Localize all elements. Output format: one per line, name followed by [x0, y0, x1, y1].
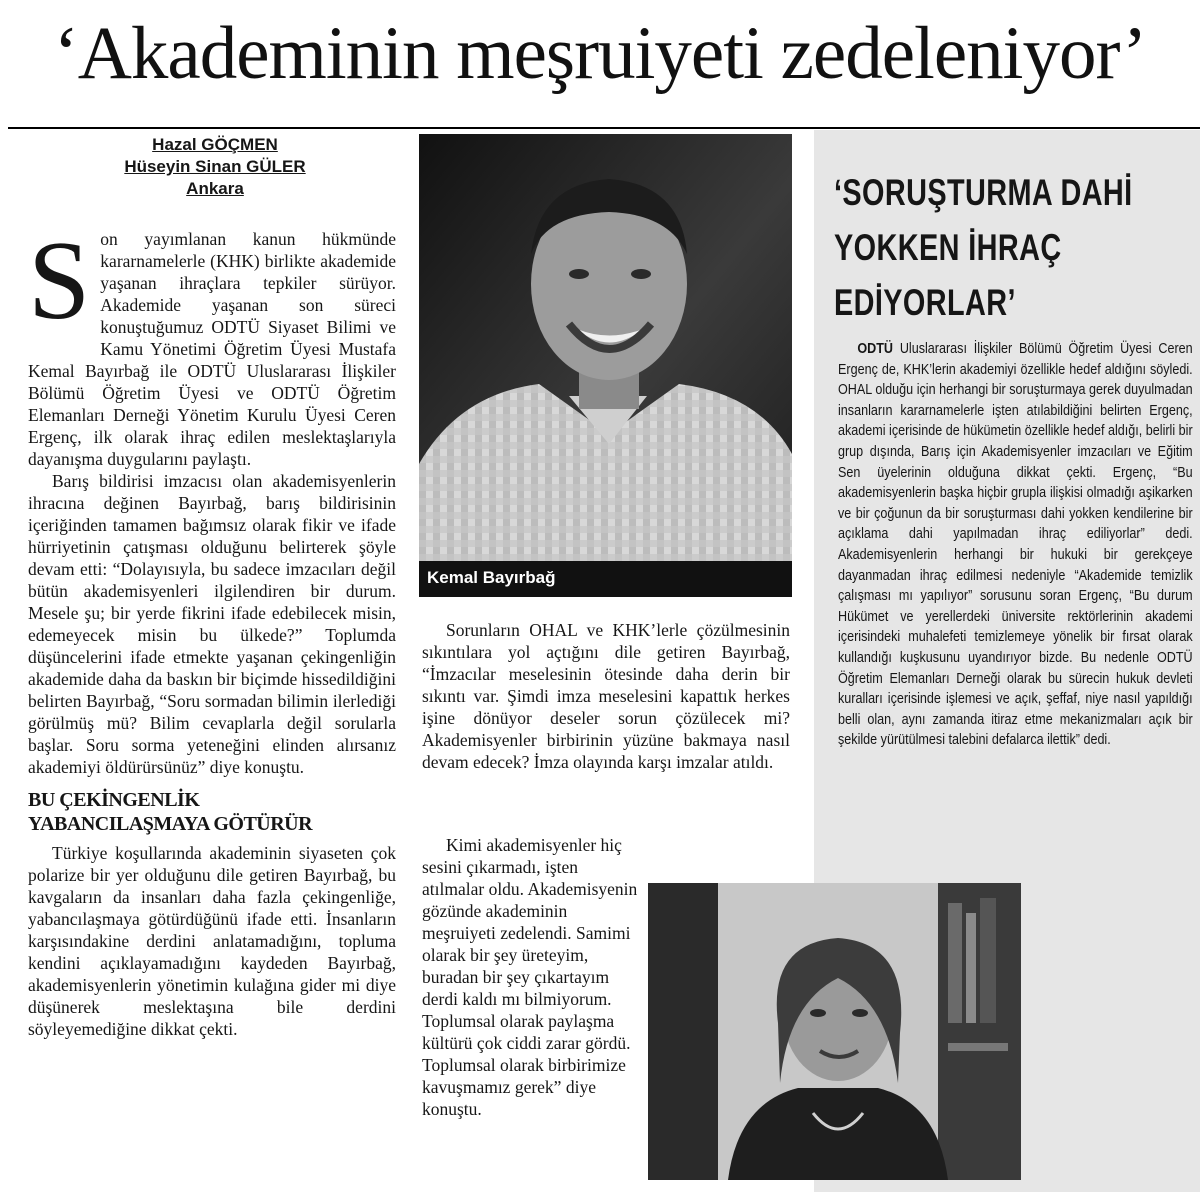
- subheading-line-1: BU ÇEKİNGENLİK: [28, 789, 200, 811]
- byline-author-1: Hazal GÖÇMEN: [152, 135, 278, 154]
- photo-caption-text: Kemal Bayırbağ: [427, 568, 556, 587]
- subheading-line-2: YABANCILAŞMAYA GÖTÜRÜR: [28, 813, 313, 835]
- sidebar-title-line-1: ‘SORUŞTURMA DAHİ: [834, 172, 1133, 213]
- byline-author-2: Hüseyin Sinan GÜLER: [124, 157, 306, 176]
- portrait-photo-ergenc: [648, 883, 1021, 1180]
- paragraph-intro: on yayımlanan kanun hükmünde kararnamelerle (KHK) birlikte akademide yaşanan ihraçlara tepkiler sürüyor. Akademide yaşanan son süreci konuştuğumuz ODTÜ Siyaset Bilimi ve Kamu Yönetimi Öğretim Üyesi Mustafa Kemal Bayırbağ ile ODTÜ Uluslararası İlişkiler Bölümü Öğretim Üyesi ve ODTÜ Öğretim Elemanları Derneği Yönetim Kurulu Üyesi Ceren Ergenç, ilk olarak ihraç edilen meslektaşlarıyla dayanışma duygularını paylaştı.: [28, 229, 396, 469]
- article-column-2: [422, 619, 790, 773]
- sidebar-paragraph-text: Uluslararası İlişkiler Bölümü Öğretim Üyesi Ceren Ergenç de, KHK’lerin akademiyi özellikle hedef aldığını söyledi. OHAL olduğu için herhangi bir soruşturmaya gerek duyulmadan insanların kararnamelerle işten atılabildiğini belirten Ergenç, akademi içerisinde de hükümetin özellikle hedef aldığı, belirli bir grup dışında, Barış için Akademisyenler imzacıları ve Eğitim Sen üyelerinin olduğuna dikkat çekti. Ergenç, “Bu akademisyenlerin başka hiçbir grupla ilişkisi olmadığı aşikarken ve bir çoğunun da bir soruşturması dahi yokken kendilerine bir açıklama dahi yapılmadan ihraç ediliyorlar” dedi. Akademisyenlerin herhangi bir hukuki bir gerekçeye dayanmadan ihraç edilmesi nedeniyle “Akademide temizlik çalışması mı yapılıyor” sorusunu soran Ergenç, “Bu durum Hükümet ve yerellerdeki üniversite rektörlerinin akademi içerisindeki muhalefeti temizlemeye yönelik bir fırsat olarak kullandığı kuşkusunu uyandırıyor bizde. Bu nedenle ODTÜ Öğretim Elemanları Derneği olarak bu sürecin hukuk devleti kuralları içerisinde işlemesi ve açık, şeffaf, niye nasıl yapıldığı belli olan, aynı zamanda itiraz etme mekanizmaları açık bir şekilde yürütülmesi talebini defalarca ilettik” dedi.: [838, 341, 1193, 749]
- sidebar-lead: ODTÜ: [857, 341, 894, 357]
- portrait-photo-bayirbag: [419, 134, 792, 597]
- article-column-1: [28, 219, 396, 1040]
- headline-rule: [8, 127, 1200, 129]
- sidebar-body: [838, 339, 1193, 751]
- drop-cap: S: [28, 219, 91, 343]
- headline: ‘Akademinin meşruiyeti zedeleniyor’: [53, 12, 1147, 95]
- subheading: [28, 788, 396, 836]
- portrait-illustration: [419, 134, 792, 597]
- paragraph-legitimacy: Kimi akademisyenler hiç sesini çıkarmadı, işten atılmalar oldu. Akademisyenin gözünde akademinin meşruiyeti zedelendi. Samimi olarak bir şey üreteyim, buradan bir şey çıkartayım derdi kaldı mı bilmiyorum. Toplumsal olarak paylaşma kültürü çok ciddi zarar gördü. Toplumsal olarak birbirimize kavuşmamız gerek” diye konuştu.: [422, 835, 638, 1119]
- sidebar-title: [834, 165, 1162, 330]
- paragraph-bayirbag-quote: Barış bildirisi imzacısı olan akademisyenlerin ihracına değinen Bayırbağ, barış bildirisinin içeriğinden tamamen bağımsız olarak fikir ve ifade hürriyetinin çatışması olduğunu belirterek şöyle devam etti: “Dolayısıyla, bu sadece imzacıları değil bütün akademisyenleri ilgilendiren bir durum. Mesele şu; bir yerde fikrini ifade edebilecek misin, edemeyecek misin bu ülkede?” Toplumda düşüncelerini ifade etmekte yaşanan çekingenliğin akademide daha da baskın bir biçimde hissedildiğini belirten Bayırbağ, “Soru sormadan bilimin ilerlediği görülmüş mü? Bilim cevaplarla değil sorularla başlar. Soru sorma yeteneğini elinden alırsanız akademiyi öldürürsünüz” diye konuştu.: [28, 471, 396, 777]
- photo-caption: [419, 561, 792, 597]
- sidebar-bottom-mask: [1021, 848, 1200, 1188]
- paragraph-ohal: Sorunların OHAL ve KHK’lerle çözülmesinin sıkıntılara yol açtığını dile getiren Bayırbağ, “İmzacılar meselesinin ötesinde daha derin bir sıkıntı var. Şimdi imza meselesini kapattık herkes işine dönüyor deseler sorun çözülecek mi? Akademisyenler birbirinin yüzüne bakmaya nasıl devam edecek? İmza olayında karşı imzalar atıldı.: [422, 620, 790, 772]
- sidebar-paragraph: [838, 339, 1193, 751]
- byline: [80, 134, 350, 200]
- sidebar-title-line-2: YOKKEN İHRAÇ: [834, 227, 1062, 268]
- portrait-illustration-ergenc: [648, 883, 1021, 1180]
- sidebar-title-line-3: EDİYORLAR’: [834, 282, 1016, 323]
- paragraph-polarization: Türkiye koşullarında akademinin siyaseten çok polarize bir yer olduğunu dile getiren Bayırbağ, bu kavgaların da insanları daha fazla çekingenliğe, yabancılaşmaya götürdüğünü ifade etti. İnsanların karşısındakine derdini anlatamadığını, topluma kendini açıklayamadığını kaydeden Bayırbağ, akademisyenlerin yönetimin kulağına gider mi diye düşünerek meslektaşına bile derdini söyleyemediğine dikkat çekti.: [28, 843, 396, 1039]
- byline-location: Ankara: [186, 179, 244, 198]
